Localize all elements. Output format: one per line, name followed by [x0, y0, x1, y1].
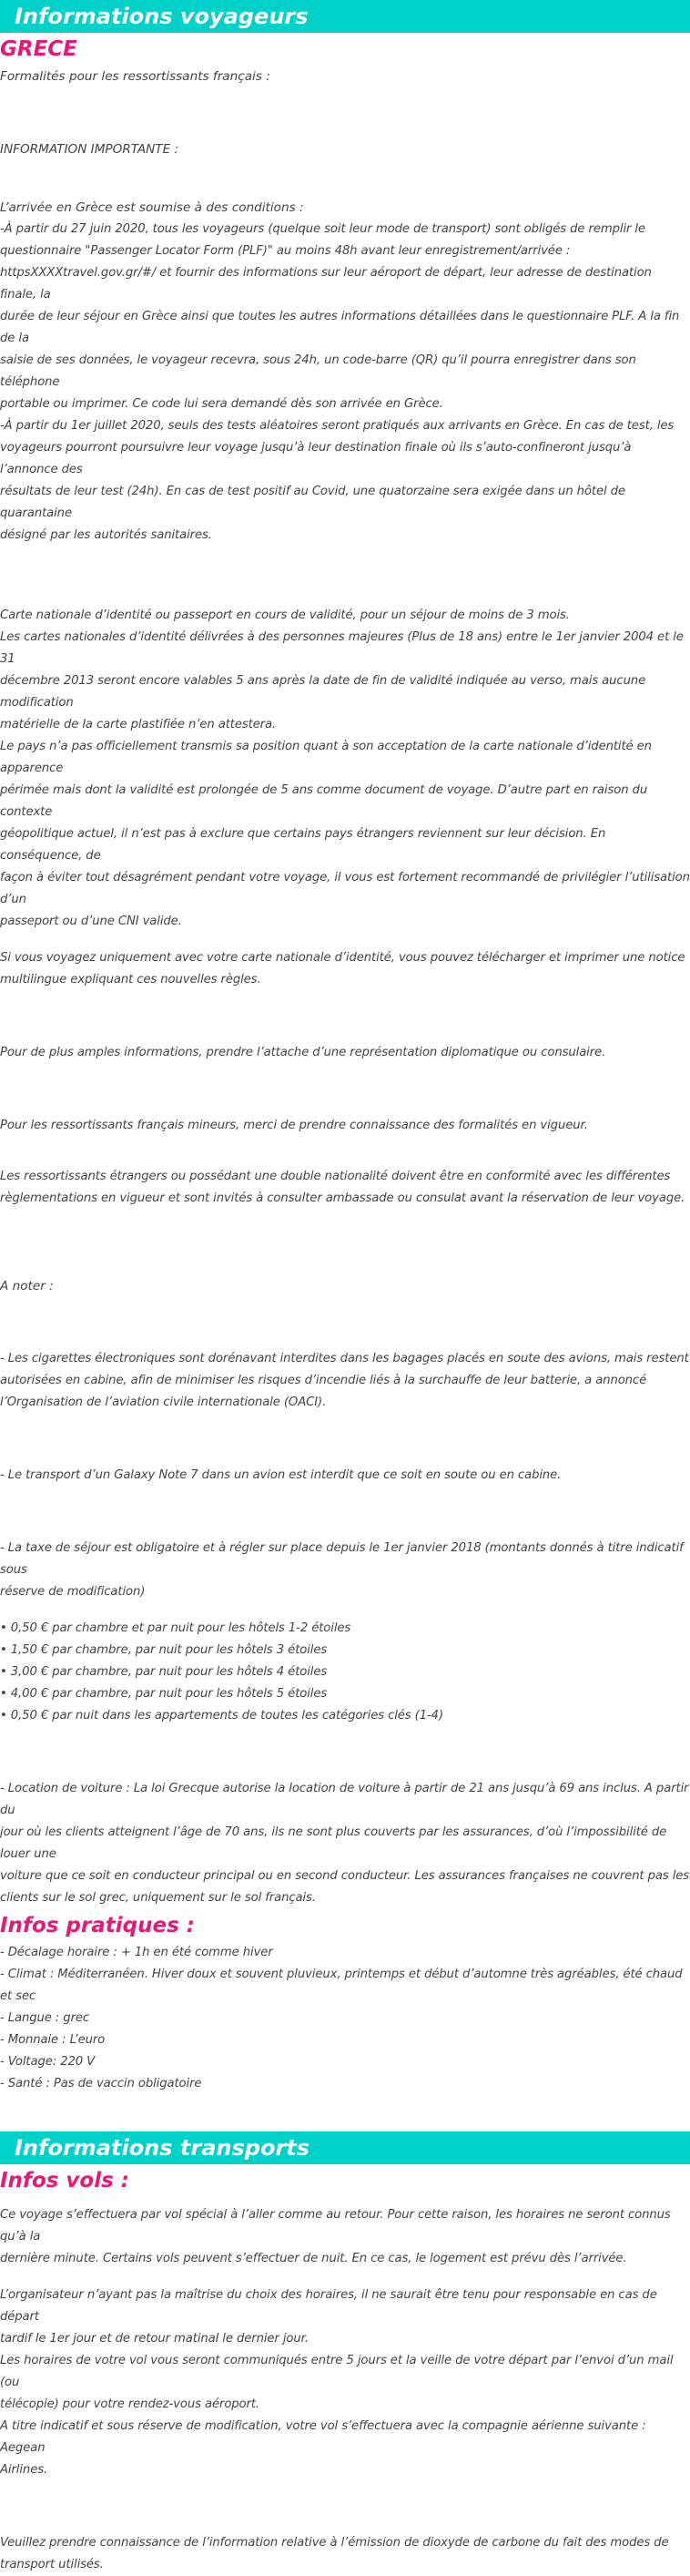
- id-line: périmée mais dont la validité est prolongée de 5 ans comme document de voyage. D’autre part en raison du contexte: [0, 783, 648, 819]
- plf-line: voyageurs pourront poursuivre leur voyage jusqu’à leur destination finale où ils s’auto-confineront jusqu’à l’annonce des: [0, 441, 632, 476]
- note-heading: A noter :: [0, 1279, 54, 1293]
- plf-line: -À partir du 1er juillet 2020, seuls des tests aléatoires seront pratiqués aux arrivants en Grèce. En cas de test, les: [0, 419, 675, 433]
- practical-info-item: - Décalage horaire : + 1h en été comme hiver: [0, 1946, 273, 1959]
- multilingual-notice: [0, 947, 690, 991]
- tax-line: réserve de modification): [0, 1585, 146, 1599]
- more-info-text: Pour de plus amples informations, prendre l’attache d’une représentation diplomatique ou consulaire.: [0, 1046, 606, 1059]
- practical-info-item: - Voltage: 220 V: [0, 2055, 96, 2069]
- cigarettes-line: - Les cigarettes électroniques sont dorénavant interdites dans les bagages placés en soute des avions, mais restent: [0, 1352, 689, 1365]
- car-rental-line: clients sur le sol grec, uniquement sur le sol français.: [0, 1891, 316, 1905]
- important-heading: INFORMATION IMPORTANTE :: [0, 142, 179, 157]
- tax-list-item: • 4,00 € par chambre, par nuit pour les hôtels 5 étoiles: [0, 1687, 328, 1701]
- multilingual-line: Si vous voyagez uniquement avec votre carte nationale d’identité, vous pouvez télécharger et imprimer une notice: [0, 951, 685, 965]
- foreign-nationals-block: [0, 1166, 690, 1210]
- minors-text: Pour les ressortissants français mineurs, merci de prendre connaissance des formalités en vigueur.: [0, 1119, 588, 1132]
- car-rental-block: [0, 1778, 690, 1909]
- tax-list-item: • 1,50 € par chambre, par nuit pour les hôtels 3 étoiles: [0, 1643, 328, 1657]
- id-card-block: [0, 605, 690, 933]
- organizer-line: tardif le 1er jour et de retour matinal le dernier jour.: [0, 2332, 309, 2346]
- id-line: façon à éviter tout désagrément pendant votre voyage, il vous est fortement recommandé de privilégier l’utilisation d’un: [0, 871, 690, 906]
- practical-info-title: Infos pratiques :: [0, 1914, 195, 1937]
- plf-line: -À partir du 27 juin 2020, tous les voyageurs (quelque soit leur mode de transport) sont obligés de remplir le: [0, 222, 646, 236]
- id-line: Le pays n’a pas officiellement transmis sa position quant à son acceptation de la carte nationale d’identité en apparence: [0, 740, 652, 775]
- id-line: passeport ou d’une CNI valide.: [0, 915, 182, 928]
- country-title: GRECE: [0, 37, 77, 61]
- id-line: matérielle de la carte plastifiée n’en attestera.: [0, 718, 277, 731]
- id-line: décembre 2013 seront encore valables 5 ans après la date de fin de validité indiquée au verso, mais aucune modification: [0, 674, 646, 710]
- cigarettes-line: l’Organisation de l’aviation civile internationale (OACI).: [0, 1395, 327, 1409]
- formalities-intro: Formalités pour les ressortissants français :: [0, 69, 270, 84]
- practical-info-item: - Langue : grec: [0, 2011, 90, 2025]
- conditions-block: [0, 197, 690, 547]
- plf-line: durée de leur séjour en Grèce ainsi que toutes les autres informations détaillées dans le questionnaire PLF. A la fin de la: [0, 310, 680, 345]
- car-rental-line: voiture que ce soit en conducteur principal ou en second conducteur. Les assurances françaises ne couvrent pas les: [0, 1869, 690, 1883]
- organizer-line: télécopie) pour votre rendez-vous aéroport.: [0, 2397, 260, 2411]
- organizer-line: Les horaires de votre vol vous seront communiqués entre 5 jours et la veille de votre départ par l’envoi d’un mail (ou: [0, 2354, 674, 2389]
- practical-info-item: - Santé : Pas de vaccin obligatoire: [0, 2077, 202, 2090]
- plf-line: httpsXXXXtravel.gov.gr/#/ et fournir des informations sur leur aéroport de départ, leur adresse de destination finale, la: [0, 266, 652, 302]
- organizer-line: Airlines.: [0, 2463, 48, 2477]
- e-cigarettes-block: [0, 1348, 690, 1414]
- tourist-tax-block: [0, 1538, 690, 1727]
- tax-list-item: • 0,50 € par nuit dans les appartements de toutes les catégories clés (1-4): [0, 1709, 443, 1722]
- practical-info-item: - Climat : Méditerranéen. Hiver doux et souvent pluvieux, printemps et début d’automne très agréables, été chaud et sec: [0, 1968, 683, 2003]
- section-header-transport: Informations transports: [0, 2131, 690, 2164]
- tax-list-item: • 3,00 € par chambre, par nuit pour les hôtels 4 étoiles: [0, 1665, 328, 1679]
- galaxy-note-text: - Le transport d’un Galaxy Note 7 dans un avion est interdit que ce soit en soute ou en cabine.: [0, 1468, 562, 1482]
- organizer-line: A titre indicatif et sous réserve de modification, votre vol s’effectuera avec la compagnie aérienne suivante : Aegean: [0, 2419, 646, 2455]
- plf-line: saisie de ses données, le voyageur recevra, sous 24h, un code-barre (QR) qu’il pourra enregistrer dans son téléphone: [0, 353, 636, 389]
- id-line: Carte nationale d’identité ou passeport en cours de validité, pour un séjour de moins de 3 mois.: [0, 608, 570, 622]
- multilingual-line: multilingue expliquant ces nouvelles règles.: [0, 973, 261, 986]
- practical-info-item: - Monnaie : L’euro: [0, 2033, 106, 2047]
- special-flight-line: Ce voyage s’effectuera par vol spécial à l’aller comme au retour. Pour cette raison, les horaires ne seront connus qu’à la: [0, 2208, 671, 2244]
- carbon-info-block: [0, 2532, 690, 2576]
- plf-line: résultats de leur test (24h). En cas de test positif au Covid, une quatorzaine sera exigée dans un hôtel de quarantaine: [0, 485, 625, 520]
- carbon-line: Veuillez prendre connaissance de l’information relative à l’émission de dioxyde de carbone du fait des modes de: [0, 2536, 669, 2550]
- special-flight-block: [0, 2204, 690, 2270]
- cigarettes-line: autorisées en cabine, afin de minimiser les risques d’incendie liés à la surchauffe de leur batterie, a annoncé: [0, 1374, 647, 1387]
- tax-line: - La taxe de séjour est obligatoire et à régler sur place depuis le 1er janvier 2018 (montants donnés à titre indicatif sous: [0, 1541, 684, 1577]
- foreign-line: règlementations en vigueur et sont invités à consulter ambassade ou consulat avant la réservation de leur voyage.: [0, 1191, 685, 1205]
- id-line: géopolitique actuel, il n’est pas à exclure que certains pays étrangers reviennent sur leur décision. En conséquence, de: [0, 827, 606, 863]
- car-rental-line: jour où les clients atteignent l’âge de 70 ans, ils ne sont plus couverts par les assurances, d’où l’impossibilité de louer une: [0, 1825, 667, 1861]
- special-flight-line: dernière minute. Certains vols peuvent s’effectuer de nuit. En ce cas, le logement est prévu dès l’arrivée.: [0, 2252, 627, 2265]
- conditions-intro: L’arrivée en Grèce est soumise à des conditions :: [0, 200, 304, 215]
- plf-line: questionnaire "Passenger Locator Form (PLF)" au moins 48h avant leur enregistrement/arrivée :: [0, 244, 571, 258]
- id-line: Les cartes nationales d’identité délivrées à des personnes majeures (Plus de 18 ans) entre le 1er janvier 2004 et le 31: [0, 630, 684, 666]
- car-rental-line: - Location de voiture : La loi Grecque autorise la location de voiture à partir de 21 ans jusqu’à 69 ans inclus. A partir du: [0, 1782, 689, 1817]
- plf-line: désigné par les autorités sanitaires.: [0, 528, 212, 542]
- organizer-block: [0, 2285, 690, 2481]
- carbon-line: transport utilisés.: [0, 2558, 104, 2571]
- organizer-line: L’organisateur n’ayant pas la maîtrise du choix des horaires, il ne saurait être tenu pour responsable en cas de départ: [0, 2288, 657, 2324]
- plf-line: portable ou imprimer. Ce code lui sera demandé dès son arrivée en Grèce.: [0, 397, 443, 411]
- section-header-travelers: Informations voyageurs: [0, 0, 690, 33]
- foreign-line: Les ressortissants étrangers ou possédant une double nationalité doivent être en conformité avec les différentes: [0, 1170, 671, 1183]
- tax-list-item: • 0,50 € par chambre et par nuit pour les hôtels 1-2 étoiles: [0, 1621, 351, 1635]
- flights-title: Infos vols :: [0, 2169, 130, 2193]
- practical-info-list: [0, 1942, 690, 2095]
